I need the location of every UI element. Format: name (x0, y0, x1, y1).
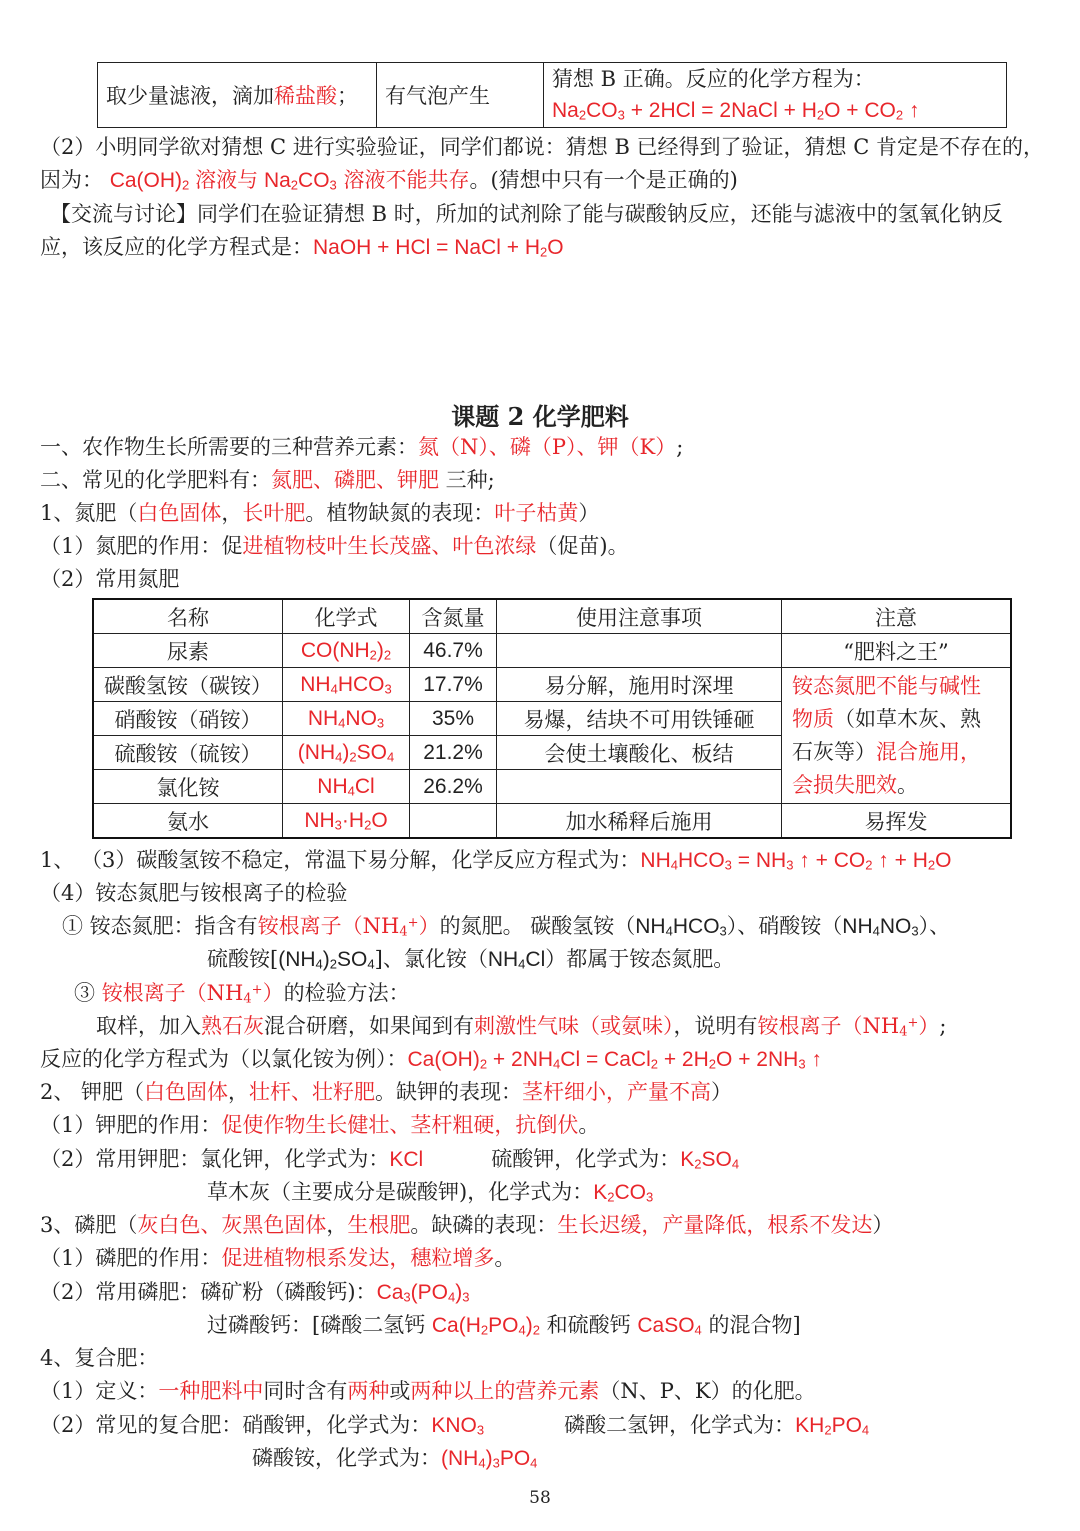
nitrogen-common: （2）常用氮肥 (40, 567, 180, 591)
superphosphate-line: 过磷酸钙：[磷酸二氢钙 $Ca(H_2PO_4)_2$ 和硫酸钙 CaSO$_4$ 的混合物] (207, 1313, 801, 1338)
plant-ash-line: 草木灰（主要成分是碳酸钾)，化学式为：$K_2CO_3$ (207, 1180, 654, 1205)
potassium-function: （1）钾肥的作用：促使作物生长健壮、茎杆粗硬，抗倒伏。 (40, 1113, 600, 1137)
nutrients-line: 一、农作物生长所需要的三种营养元素：氮（N）、磷（P）、钾（K）; (40, 435, 684, 459)
compound-common: （2）常见的复合肥：硝酸钾，化学式为：$KNO_3$ 磷酸二氢钾，化学式为：$KH_2PO_4$ (40, 1413, 870, 1438)
table-row: 硝酸铵（硝铵） $NH_4NO_3$ 35% 易爆，结块不可用铁锤砸 (93, 702, 1011, 736)
step-cell: 取少量滤液，滴加稀盐酸； (98, 63, 377, 128)
ammonium-bicarbonate-line: 1、 （3）碳酸氢铵不稳定，常温下易分解，化学反应方程式为：$NH_4HCO_3 = NH_3$ ↑ + $CO_2$ ↑ + $H_2O$ (40, 848, 952, 873)
experiment-table (97, 62, 1007, 128)
paragraph-2-line2: 因为： $Ca(OH)_2$ 溶液与 $Na_2CO_3$ 溶液不能共存。(猜想中只有一个是正确的) (40, 168, 738, 193)
compound-definition: （1）定义：一种肥料中同时含有两种或两种以上的营养元素（N、P、K）的化肥。 (40, 1379, 816, 1403)
table-row: 氨水 $NH_3\cdot H_2O$ 加水稀释后施用 易挥发 (93, 804, 1011, 839)
table-row: 硫酸铵（硫铵） $(NH_4)_2SO_4$ 21.2% 会使土壤酸化、板结 (93, 736, 1011, 770)
ammonium-definition: ① 铵态氮肥：指含有铵根离子$(NH_4^+)$的氮肥。 碳酸氢铵$(NH_4HCO_3)$、硝酸铵$(NH_4NO_3)$、 (62, 914, 951, 940)
ammonium-phosphate-line: 磷酸铵，化学式为：$(NH_4)_3PO_4$ (252, 1446, 538, 1471)
nitrogen-heading: 1、氮肥（白色固体，长叶肥。植物缺氮的表现：叶子枯黄） (40, 501, 600, 525)
phosphorus-heading: 3、磷肥（灰白色、灰黑色固体，生根肥。缺磷的表现：生长迟缓，产量降低，根系不发达） (40, 1213, 894, 1237)
table-row: 尿素 $CO(NH_2)_2$ 46.7% “肥料之王” (93, 634, 1011, 668)
table-header: 名称 化学式 含氮量 使用注意事项 注意 (93, 599, 1011, 634)
phosphorus-common: （2）常用磷肥：磷矿粉（磷酸钙)：$Ca_3(PO_4)_3$ (40, 1280, 470, 1305)
table-row: 碳酸氢铵（碳铵） $NH_4HCO_3$ 17.7% 易分解，施用时深埋 铵态氮肥不能与碱性物质（如草木灰、熟石灰等）混合施用，会损失肥效。 (93, 668, 1011, 702)
paragraph-2-line1: （2）小明同学欲对猜想 C 进行实验验证，同学们都说：猜想 B 已经得到了验证，猜想 C 肯定是不存在的， (40, 135, 1044, 159)
potassium-heading: 2、 钾肥（白色固体，壮杆、壮籽肥。缺钾的表现：茎杆细小，产量不高） (40, 1080, 733, 1104)
compound-heading: 4、复合肥： (40, 1346, 159, 1370)
fertilizer-types-line: 二、常见的化学肥料有：氮肥、磷肥、钾肥 三种; (40, 468, 495, 492)
test-method-heading: ③ 铵根离子$(NH_4^+)$的检验方法： (74, 981, 410, 1007)
test-equation-line: 反应的化学方程式为（以氯化铵为例）：$Ca(OH)_2 + 2NH_4Cl$ = CaCl$_2$ + $2H_2O + 2NH_3$ ↑ (40, 1047, 822, 1072)
phenomenon-cell: 有气泡产生 (377, 63, 544, 128)
section-title: 课题 2 化学肥料 (451, 402, 629, 431)
nitrogen-fertilizer-table (92, 598, 1012, 839)
table-row: 氯化铵 $NH_4Cl$ 26.2% (93, 770, 1011, 804)
page-number: 58 (529, 1488, 551, 1508)
nitrogen-function: （1）氮肥的作用：促进植物枝叶生长茂盛、叶色浓绿（促苗)。 (40, 534, 629, 558)
phosphorus-function: （1）磷肥的作用：促进植物根系发达，穗粒增多。 (40, 1246, 516, 1270)
discussion-line1: 【交流与讨论】同学们在验证猜想 B 时，所加的试剂除了能与碳酸钠反应，还能与滤液中的氢氧化钠反 (50, 202, 1003, 226)
test-heading: （4）铵态氮肥与铵根离子的检验 (40, 881, 348, 905)
ammonium-examples: 硫酸铵$[(NH_4)_2SO_4]$、氯化铵$(NH_4Cl)$都属于铵态氮肥。 (207, 947, 735, 972)
conclusion-cell: 猜想 B 正确。反应的化学方程为： $Na_2CO_3 + 2HCl$ = 2NaCl + $H_2O + CO_2$ ↑ (544, 63, 1007, 128)
ammonium-note: 铵态氮肥不能与碱性物质（如草木灰、熟石灰等）混合施用，会损失肥效。 (782, 668, 1012, 804)
discussion-line2: 应，该反应的化学方程式是：NaOH + HCl = NaCl + $H_2O$ (40, 235, 564, 260)
potassium-common: （2）常用钾肥：氯化钾，化学式为：KCl 硫酸钾，化学式为：$K_2SO_4$ (40, 1147, 740, 1172)
test-method-line: 取样，加入熟石灰混合研磨，如果闻到有刺激性气味（或氨味），说明有铵根离子$(NH_4^+)$; (96, 1014, 947, 1040)
